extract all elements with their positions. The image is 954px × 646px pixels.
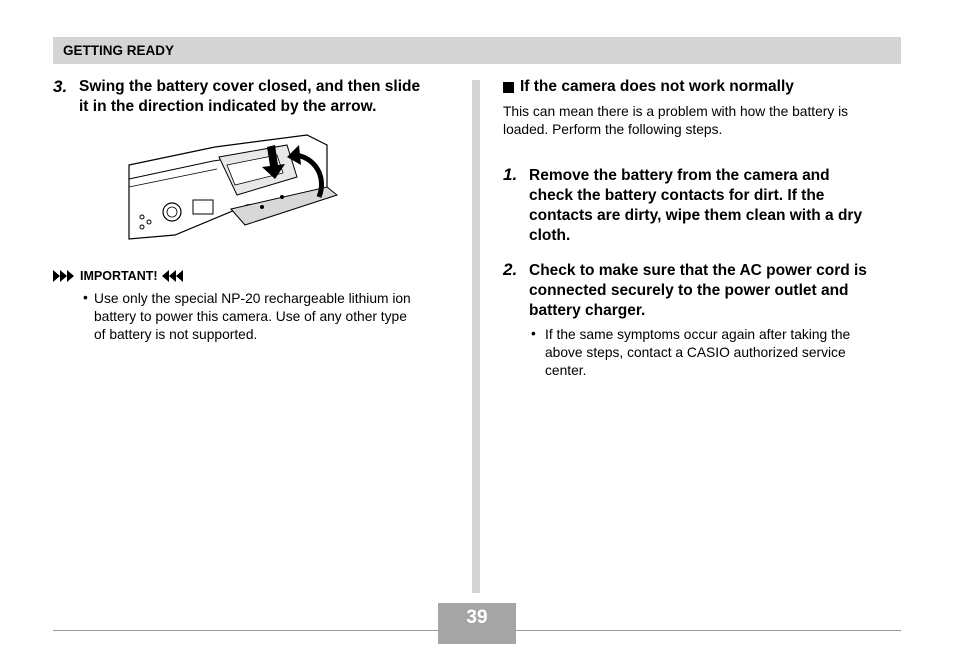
- step-2-line-3: battery charger.: [529, 302, 646, 319]
- important-line-1: Use only the special NP-20 rechargeable lithium ion: [94, 291, 411, 306]
- column-divider: [472, 80, 480, 593]
- step-2-note-line-2: above steps, contact a CASIO authorized service: [545, 345, 846, 360]
- important-right-icon: [162, 270, 184, 282]
- important-callout: [53, 267, 184, 285]
- step-2-line-2: connected securely to the power outlet and: [529, 282, 849, 299]
- step-2-note-line-1: If the same symptoms occur again after taking the: [545, 327, 851, 342]
- section-heading: [503, 78, 794, 96]
- section-title: GETTING READY: [63, 43, 175, 58]
- step-1-line-3: contacts are dirty, wipe them clean with a dry: [529, 207, 863, 224]
- step-1-line-4: cloth.: [529, 227, 571, 244]
- step-2-number: 2.: [503, 260, 518, 279]
- intro-line-2: loaded. Perform the following steps.: [503, 122, 723, 137]
- step-1-number: 1.: [503, 165, 518, 184]
- important-label: IMPORTANT!: [80, 269, 158, 283]
- step-2-bullet: •: [531, 326, 536, 341]
- step-1-line-1: Remove the battery from the camera and: [529, 167, 830, 184]
- step-3-line-2: it in the direction indicated by the arrow.: [79, 98, 377, 115]
- intro-line-1: This can mean there is a problem with how the battery is: [503, 104, 849, 119]
- step-1-line-2: check the battery contacts for dirt. If the: [529, 187, 825, 204]
- section-heading-text: If the camera does not work normally: [520, 78, 794, 95]
- header-bar: [53, 37, 901, 64]
- step-3-line-1: Swing the battery cover closed, and then slide: [79, 78, 421, 95]
- important-line-3: of battery is not supported.: [94, 327, 258, 342]
- page-number-box: [438, 603, 516, 644]
- important-left-icon: [53, 270, 75, 282]
- important-line-2: battery to power this camera. Use of any other type: [94, 309, 407, 324]
- page-number: 39: [466, 607, 488, 628]
- battery-cover-illustration: [127, 127, 352, 247]
- step-2-note-line-3: center.: [545, 363, 587, 378]
- important-bullet: •: [83, 290, 88, 305]
- step-3-number: 3.: [53, 77, 68, 96]
- step-2-line-1: Check to make sure that the AC power cord is: [529, 262, 867, 279]
- square-bullet-icon: [503, 82, 514, 93]
